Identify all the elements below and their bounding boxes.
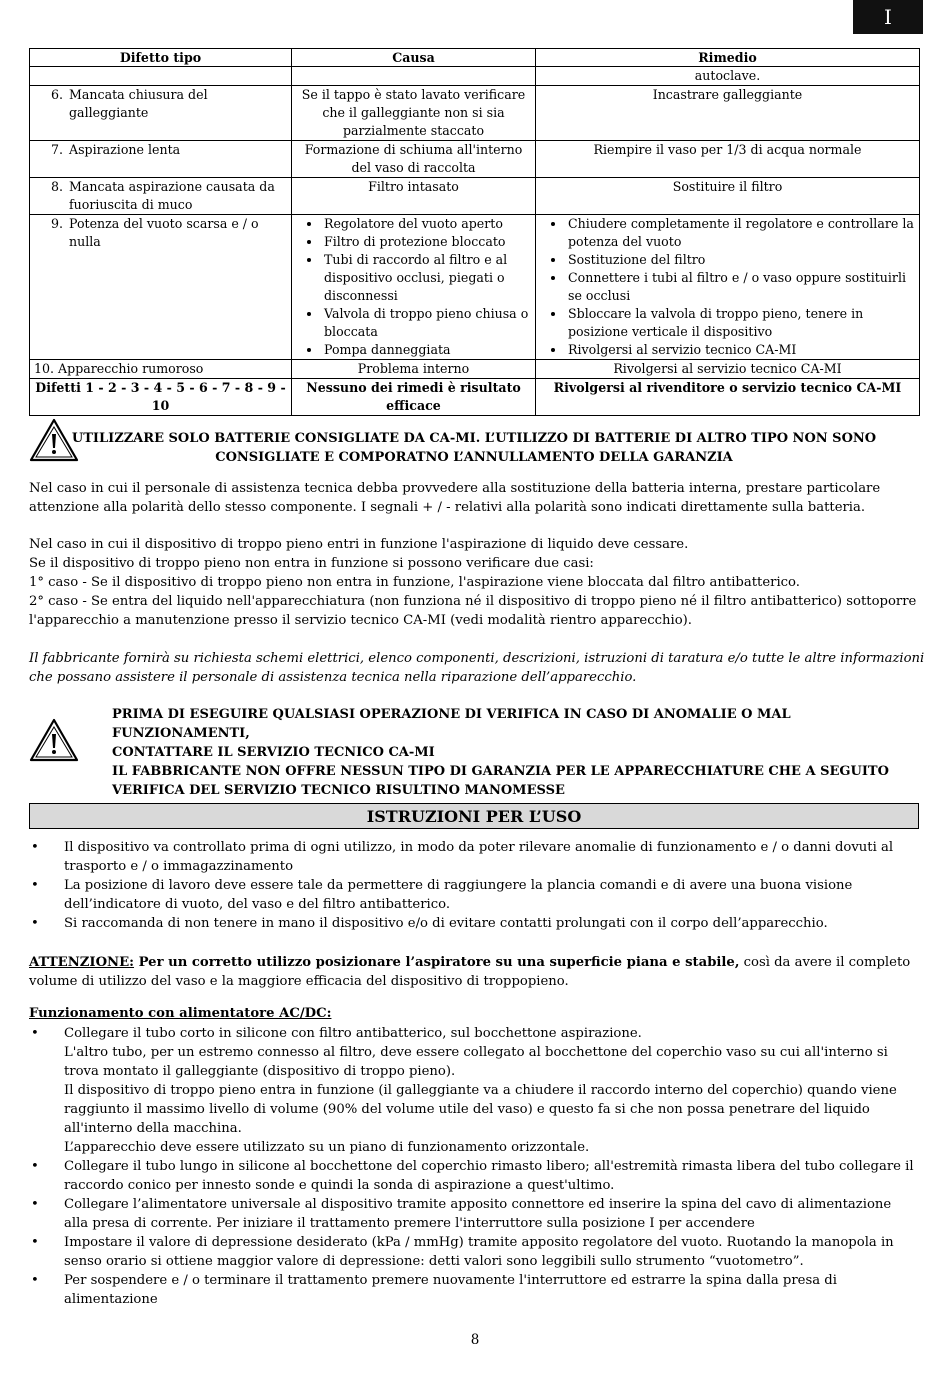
- list-item: • Il dispositivo va controllato prima di ogni utilizzo, in modo da poter rilevare anomalie di funzionamento e / o danni dovuti al trasporto e / o immagazzinamento: [31, 840, 894, 874]
- fault-cell: [30, 141, 292, 178]
- attention-label: ATTENZIONE:: [29, 955, 135, 970]
- remedy-cell: Riempire il vaso per 1/3 di acqua normale: [536, 141, 920, 178]
- table-row: [30, 86, 920, 141]
- text-line: 1° caso - Se il dispositivo di troppo pieno non entra in funzione, l'aspirazione viene bloccata dal filtro antibatterico.: [29, 575, 800, 590]
- remedy-cell: [536, 215, 920, 360]
- header-remedy: Rimedio: [536, 49, 920, 67]
- remedy-cell: Sostituire il filtro: [536, 178, 920, 215]
- warning-line: PRIMA DI ESEGUIRE QUALSIASI OPERAZIONE DI VERIFICA IN CASO DI ANOMALIE O MAL FUNZIONAMENTI,: [112, 707, 791, 741]
- acdc-list: [29, 1024, 919, 1309]
- list-item: • Impostare il valore di depressione desiderato (kPa / mmHg) tramite apposito regolatore del vuoto. Ruotando la manopola in senso orario si ottiene maggior valore di depressione: detti valori sono leggibili sullo strumento “vuotometro”.: [31, 1235, 894, 1269]
- list-item: • Collegare l’alimentatore universale al dispositivo tramite apposito connettore ed inserire la spina del cavo di alimentazione alla presa di corrente. Per iniziare il trattamento premere l'interruttore sulla posizione I per accendere: [31, 1197, 892, 1231]
- overflow-paragraph: [29, 535, 929, 630]
- list-item: • Chiudere completamente il regolatore e controllare la potenza del vuoto: [566, 215, 915, 251]
- list-item: • Pompa danneggiata: [322, 341, 531, 359]
- section-title: ISTRUZIONI PER L’USO: [29, 803, 919, 829]
- list-item: • Filtro di protezione bloccato: [322, 233, 531, 251]
- cause-cell: [292, 215, 536, 360]
- warning-line: CONTATTARE IL SERVIZIO TECNICO CA-MI: [112, 745, 435, 760]
- cause-cell: Nessuno dei rimedi è risultato efficace: [292, 379, 536, 416]
- fault-text: Mancata chiusura del galleggiante: [69, 87, 208, 120]
- list-item: • Collegare il tubo lungo in silicone al bocchettone del coperchio rimasto libero; all'estremità rimasta libera del tubo collegare il raccordo conico per innesto sonde e quindi la sonda di aspirazione a quest'ultimo.: [31, 1159, 914, 1193]
- fault-text: Mancata aspirazione causata da fuoriuscita di muco: [69, 179, 275, 212]
- attention-paragraph: [29, 953, 929, 991]
- row-number: 7.: [50, 142, 63, 157]
- fault-cell: [30, 215, 292, 360]
- step-text: Il dispositivo di troppo pieno entra in funzione (il galleggiante va a chiudere il raccordo interno del coperchio) quando viene raggiunto il massimo livello di volume (90% del volume utile del vaso) e questo fa si che non possa penetrare del liquido all'interno della macchina.: [64, 1083, 897, 1136]
- list-item: • Connettere i tubi al filtro e / o vaso oppure sostituirli se occlusi: [566, 269, 915, 305]
- fault-text: Apparecchio rumoroso: [58, 361, 204, 376]
- row-number: 10.: [34, 361, 55, 376]
- step-text: L’apparecchio deve essere utilizzato su un piano di funzionamento orizzontale.: [64, 1140, 590, 1155]
- usage-list: [29, 838, 919, 933]
- list-item: • Rivolgersi al servizio tecnico CA-MI: [566, 341, 915, 359]
- warning-line: VERIFICA DEL SERVIZIO TECNICO RISULTINO MANOMESSE: [112, 783, 565, 798]
- step-text: Collegare il tubo corto in silicone con filtro antibatterico, sul bocchettone aspirazione.: [64, 1026, 642, 1041]
- header-cause: Causa: [292, 49, 536, 67]
- remedy-cell: autoclave.: [536, 67, 920, 86]
- fault-cell: [30, 86, 292, 141]
- battery-warning: [29, 429, 919, 467]
- list-item: • Per sospendere e / o terminare il trattamento premere nuovamente l'interruttore ed estrarre la spina dalla presa di alimentazione: [31, 1273, 837, 1307]
- row-number: 9.: [50, 216, 63, 231]
- table-row: [30, 178, 920, 215]
- table-header-row: [30, 49, 920, 67]
- table-row: [30, 360, 920, 379]
- page-number: 8: [470, 1332, 480, 1348]
- row-number: 6.: [50, 87, 63, 102]
- cause-cell: [292, 67, 536, 86]
- warning-triangle-icon: [29, 718, 79, 762]
- table-row: [30, 379, 920, 416]
- warning-line: CONSIGLIATE E COMPORATNO L’ANNULLAMENTO DELLA GARANZIA: [215, 450, 733, 465]
- table-row: [30, 67, 920, 86]
- service-warning: [112, 705, 922, 800]
- fault-cell: [30, 67, 292, 86]
- list-item: • La posizione di lavoro deve essere tale da permettere di raggiungere la plancia comandi e di avere una buona visione dell’indicatore di vuoto, del vaso e del filtro antibatterico.: [31, 878, 853, 912]
- battery-paragraph: Nel caso in cui il personale di assistenza tecnica debba provvedere alla sostituzione della batteria interna, prestare particolare attenzione alla polarità dello stesso componente. I segnali + / - relativi alla polarità sono indicati direttamente sulla batteria.: [29, 481, 881, 515]
- cause-list: [296, 215, 531, 359]
- list-item: • Sbloccare la valvola di troppo pieno, tenere in posizione verticale il dispositivo: [566, 305, 915, 341]
- text-line: Nel caso in cui il dispositivo di troppo pieno entri in funzione l'aspirazione di liquido deve cessare.: [29, 537, 689, 552]
- cause-cell: Problema interno: [292, 360, 536, 379]
- fault-cell: Difetti 1 - 2 - 3 - 4 - 5 - 6 - 7 - 8 - 9 - 10: [30, 379, 292, 416]
- remedy-cell: Rivolgersi al rivenditore o servizio tecnico CA-MI: [536, 379, 920, 416]
- fault-text: Aspirazione lenta: [69, 142, 181, 157]
- attention-text: così da avere il completo volume di utilizzo del vaso e la maggiore efficacia del dispositivo di troppopieno.: [29, 955, 911, 989]
- remedy-cell: Rivolgersi al servizio tecnico CA-MI: [536, 360, 920, 379]
- header-fault: Difetto tipo: [30, 49, 292, 67]
- text-line: Se il dispositivo di troppo pieno non entra in funzione si possono verificare due casi:: [29, 556, 594, 571]
- row-number: 8.: [50, 179, 63, 194]
- list-item: • Si raccomanda di non tenere in mano il dispositivo e/o di evitare contatti prolungati con il corpo dell’apparecchio.: [31, 916, 828, 931]
- warning-line: IL FABBRICANTE NON OFFRE NESSUN TIPO DI GARANZIA PER LE APPARECCHIATURE CHE A SEGUITO: [112, 764, 889, 779]
- warning-line: UTILIZZARE SOLO BATTERIE CONSIGLIATE DA CA-MI. L’UTILIZZO DI BATTERIE DI ALTRO TIPO NON SONO: [71, 431, 877, 446]
- manufacturer-note: Il fabbricante fornirà su richiesta schemi elettrici, elenco componenti, descrizioni, istruzioni di taratura e/o tutte le altre informazioni che possano assistere il personale di assistenza tecnica nella riparazione dell’apparecchio.: [29, 651, 925, 685]
- list-item: • Tubi di raccordo al filtro e al dispositivo occlusi, piegati o disconnessi: [322, 251, 531, 305]
- list-item: • Regolatore del vuoto aperto: [322, 215, 531, 233]
- text-line: 2° caso - Se entra del liquido nell'apparecchiatura (non funziona né il dispositivo di troppo pieno né il filtro antibatterico) sottoporre l'apparecchio a manutenzione presso il servizio tecnico CA-MI (vedi modalità rientro apparecchio).: [29, 594, 917, 628]
- fault-cell: [30, 360, 292, 379]
- troubleshooting-table: [29, 48, 920, 416]
- list-item: • Valvola di troppo pieno chiusa o bloccata: [322, 305, 531, 341]
- table-row: [30, 215, 920, 360]
- table-row: [30, 141, 920, 178]
- fault-text: Potenza del vuoto scarsa e / o nulla: [69, 216, 259, 249]
- remedy-cell: Incastrare galleggiante: [536, 86, 920, 141]
- cause-cell: Filtro intasato: [292, 178, 536, 215]
- step-text: L'altro tubo, per un estremo connesso al filtro, deve essere collegato al bocchettone del coperchio vaso su cui all'interno si trova montato il galleggiante (dispositivo di troppo pieno).: [64, 1045, 888, 1079]
- attention-bold: Per un corretto utilizzo posizionare l’aspiratore su una superficie piana e stabile,: [134, 955, 740, 970]
- list-item: • Collegare il tubo corto in silicone con filtro antibatterico, sul bocchettone aspirazione. L'altro tubo, per un estremo connesso al filtro, deve essere collegato al bocchettone del coperchio vaso su cui all'interno si trova montato il galleggiante (dispositivo di troppo pieno). Il dispositivo di troppo pieno entra in funzione (il galleggiante va a chiudere il raccordo interno del coperchio) quando viene raggiunto il massimo livello di volume (90% del volume utile del vaso) e questo fa si che non possa penetrare del liquido all'interno della macchina. L’apparecchio deve essere utilizzato su un piano di funzionamento orizzontale.: [29, 1024, 919, 1157]
- fault-cell: [30, 178, 292, 215]
- list-item: • Sostituzione del filtro: [566, 251, 915, 269]
- cause-cell: Se il tappo è stato lavato verificare che il galleggiante non si sia parzialmente staccato: [292, 86, 536, 141]
- language-tab: I: [853, 0, 923, 34]
- acdc-heading: Funzionamento con alimentatore AC/DC:: [29, 1006, 332, 1021]
- cause-cell: Formazione di schiuma all'interno del vaso di raccolta: [292, 141, 536, 178]
- remedy-list: [540, 215, 915, 359]
